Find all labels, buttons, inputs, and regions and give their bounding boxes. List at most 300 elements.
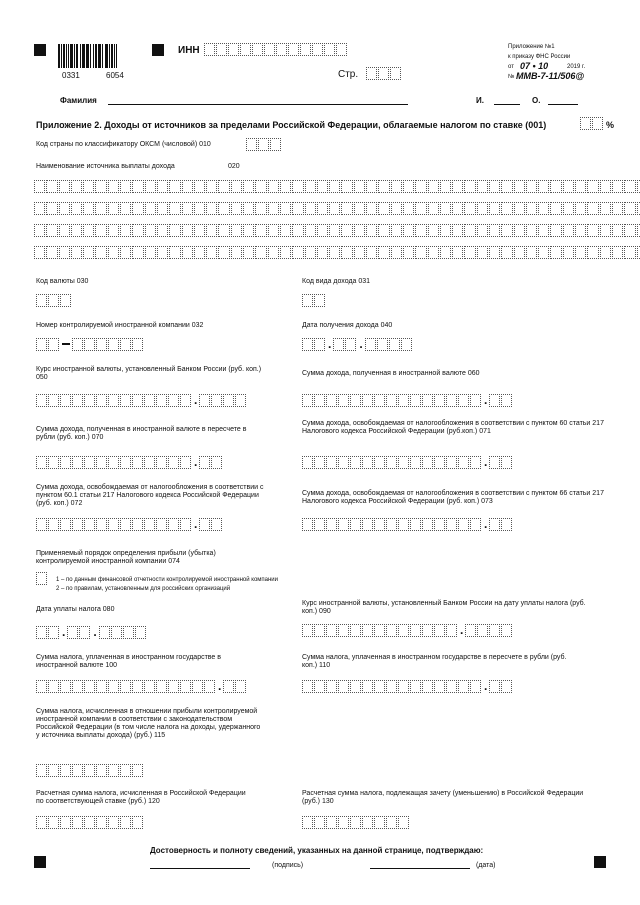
input-cell[interactable]: [624, 180, 635, 193]
input-cell[interactable]: [410, 456, 421, 469]
input-cell[interactable]: [302, 456, 313, 469]
input-cell[interactable]: [600, 224, 611, 237]
input-cell[interactable]: [60, 456, 71, 469]
input-cell[interactable]: [48, 680, 59, 693]
input-cell[interactable]: [575, 224, 586, 237]
input-cell[interactable]: [206, 246, 217, 259]
input-cell[interactable]: [378, 202, 389, 215]
input-cell[interactable]: [410, 680, 421, 693]
input-cell[interactable]: [96, 764, 107, 777]
input-cell[interactable]: [243, 180, 254, 193]
input-cell[interactable]: [84, 518, 95, 531]
input-cell[interactable]: [34, 246, 45, 259]
input-cell[interactable]: [123, 626, 134, 639]
input-cell[interactable]: [96, 394, 107, 407]
input-cell[interactable]: [501, 624, 512, 637]
input-cell[interactable]: [354, 180, 365, 193]
input-cell[interactable]: [194, 202, 205, 215]
input-cell[interactable]: [526, 180, 537, 193]
input-cell[interactable]: [374, 394, 385, 407]
input-cell[interactable]: [600, 246, 611, 259]
input-cell[interactable]: [366, 246, 377, 259]
input-cell[interactable]: [111, 626, 122, 639]
input-cell[interactable]: [169, 246, 180, 259]
input-cell[interactable]: [34, 202, 45, 215]
input-cell[interactable]: [377, 338, 388, 351]
input-cell[interactable]: [575, 180, 586, 193]
input-cell[interactable]: [489, 624, 500, 637]
input-cell[interactable]: [489, 394, 500, 407]
input-cell[interactable]: [231, 246, 242, 259]
input-cell[interactable]: [156, 456, 167, 469]
input-cell[interactable]: [428, 202, 439, 215]
input-cell[interactable]: [36, 518, 47, 531]
input-cell[interactable]: [458, 394, 469, 407]
input-cell[interactable]: [428, 246, 439, 259]
input-cell[interactable]: [120, 456, 131, 469]
input-cell[interactable]: [422, 394, 433, 407]
field-050-cells[interactable]: [36, 394, 247, 407]
input-cell[interactable]: [391, 202, 402, 215]
input-cell[interactable]: [464, 224, 475, 237]
input-cell[interactable]: [341, 224, 352, 237]
input-cell[interactable]: [211, 394, 222, 407]
input-cell[interactable]: [36, 626, 47, 639]
input-cell[interactable]: [501, 394, 512, 407]
input-cell[interactable]: [108, 202, 119, 215]
input-cell[interactable]: [403, 246, 414, 259]
input-cell[interactable]: [501, 456, 512, 469]
input-cell[interactable]: [470, 518, 481, 531]
input-cell[interactable]: [235, 394, 246, 407]
input-cell[interactable]: [329, 202, 340, 215]
input-cell[interactable]: [489, 456, 500, 469]
input-cell[interactable]: [624, 224, 635, 237]
input-cell[interactable]: [386, 680, 397, 693]
input-cell[interactable]: [36, 294, 47, 307]
input-cell[interactable]: [317, 180, 328, 193]
input-cell[interactable]: [231, 224, 242, 237]
field-080-cells[interactable]: [36, 626, 147, 639]
field-073-cells[interactable]: [302, 518, 513, 531]
input-cell[interactable]: [34, 180, 45, 193]
input-cell[interactable]: [72, 816, 83, 829]
input-cell[interactable]: [270, 138, 281, 151]
input-cell[interactable]: [192, 680, 203, 693]
input-cell[interactable]: [624, 202, 635, 215]
input-cell[interactable]: [60, 816, 71, 829]
input-cell[interactable]: [366, 67, 377, 80]
input-cell[interactable]: [317, 224, 328, 237]
input-cell[interactable]: [72, 518, 83, 531]
input-cell[interactable]: [255, 224, 266, 237]
input-cell[interactable]: [132, 764, 143, 777]
input-cell[interactable]: [489, 518, 500, 531]
input-cell[interactable]: [440, 224, 451, 237]
input-cell[interactable]: [612, 246, 623, 259]
input-cell[interactable]: [398, 816, 409, 829]
input-cell[interactable]: [206, 202, 217, 215]
input-cell[interactable]: [84, 394, 95, 407]
input-cell[interactable]: [84, 816, 95, 829]
input-cell[interactable]: [434, 518, 445, 531]
input-cell[interactable]: [48, 764, 59, 777]
input-cell[interactable]: [415, 202, 426, 215]
input-cell[interactable]: [440, 180, 451, 193]
input-cell[interactable]: [243, 202, 254, 215]
input-cell[interactable]: [350, 816, 361, 829]
input-cell[interactable]: [350, 624, 361, 637]
input-cell[interactable]: [305, 202, 316, 215]
input-cell[interactable]: [145, 246, 156, 259]
input-cell[interactable]: [168, 456, 179, 469]
input-cell[interactable]: [182, 180, 193, 193]
input-cell[interactable]: [354, 224, 365, 237]
input-cell[interactable]: [592, 117, 603, 130]
input-cell[interactable]: [211, 518, 222, 531]
input-cell[interactable]: [302, 680, 313, 693]
input-cell[interactable]: [338, 680, 349, 693]
input-cell[interactable]: [292, 224, 303, 237]
input-cell[interactable]: [314, 338, 325, 351]
input-cell[interactable]: [398, 624, 409, 637]
input-cell[interactable]: [501, 180, 512, 193]
input-cell[interactable]: [132, 518, 143, 531]
input-cell[interactable]: [452, 180, 463, 193]
input-cell[interactable]: [446, 456, 457, 469]
input-cell[interactable]: [120, 764, 131, 777]
input-cell[interactable]: [317, 202, 328, 215]
input-cell[interactable]: [563, 202, 574, 215]
input-cell[interactable]: [440, 202, 451, 215]
input-cell[interactable]: [211, 456, 222, 469]
input-cell[interactable]: [362, 518, 373, 531]
input-cell[interactable]: [550, 224, 561, 237]
input-cell[interactable]: [587, 180, 598, 193]
initial-o-line[interactable]: [548, 104, 578, 105]
input-cell[interactable]: [71, 224, 82, 237]
input-cell[interactable]: [157, 202, 168, 215]
input-cell[interactable]: [538, 202, 549, 215]
input-cell[interactable]: [280, 224, 291, 237]
input-cell[interactable]: [464, 202, 475, 215]
input-cell[interactable]: [223, 394, 234, 407]
input-cell[interactable]: [338, 624, 349, 637]
input-cell[interactable]: [362, 456, 373, 469]
input-cell[interactable]: [218, 180, 229, 193]
input-cell[interactable]: [341, 202, 352, 215]
input-cell[interactable]: [243, 246, 254, 259]
input-cell[interactable]: [79, 626, 90, 639]
input-cell[interactable]: [314, 456, 325, 469]
rate-cells[interactable]: [580, 117, 604, 130]
input-cell[interactable]: [36, 394, 47, 407]
input-cell[interactable]: [199, 456, 210, 469]
input-cell[interactable]: [489, 180, 500, 193]
input-cell[interactable]: [246, 138, 257, 151]
input-cell[interactable]: [268, 224, 279, 237]
input-cell[interactable]: [338, 456, 349, 469]
input-cell[interactable]: [362, 394, 373, 407]
input-cell[interactable]: [464, 180, 475, 193]
input-cell[interactable]: [440, 246, 451, 259]
input-cell[interactable]: [470, 456, 481, 469]
input-cell[interactable]: [156, 518, 167, 531]
input-cell[interactable]: [434, 624, 445, 637]
input-cell[interactable]: [366, 224, 377, 237]
input-cell[interactable]: [46, 202, 57, 215]
input-cell[interactable]: [501, 246, 512, 259]
input-cell[interactable]: [302, 816, 313, 829]
input-cell[interactable]: [378, 246, 389, 259]
input-cell[interactable]: [390, 67, 401, 80]
input-cell[interactable]: [563, 180, 574, 193]
input-cell[interactable]: [280, 246, 291, 259]
input-cell[interactable]: [96, 680, 107, 693]
input-cell[interactable]: [514, 180, 525, 193]
input-cell[interactable]: [194, 180, 205, 193]
input-cell[interactable]: [59, 246, 70, 259]
input-cell[interactable]: [60, 680, 71, 693]
input-cell[interactable]: [34, 224, 45, 237]
input-cell[interactable]: [612, 224, 623, 237]
input-cell[interactable]: [410, 624, 421, 637]
field-020-row4[interactable]: [34, 246, 640, 259]
input-cell[interactable]: [180, 456, 191, 469]
input-cell[interactable]: [132, 224, 143, 237]
input-cell[interactable]: [350, 456, 361, 469]
input-cell[interactable]: [386, 816, 397, 829]
input-cell[interactable]: [132, 180, 143, 193]
input-cell[interactable]: [489, 246, 500, 259]
field-120-cells[interactable]: [36, 816, 144, 829]
input-cell[interactable]: [329, 180, 340, 193]
input-cell[interactable]: [96, 518, 107, 531]
input-cell[interactable]: [362, 680, 373, 693]
input-cell[interactable]: [354, 202, 365, 215]
field-070-cells[interactable]: [36, 456, 223, 469]
input-cell[interactable]: [550, 180, 561, 193]
input-cell[interactable]: [434, 394, 445, 407]
input-cell[interactable]: [60, 394, 71, 407]
input-cell[interactable]: [132, 338, 143, 351]
input-cell[interactable]: [336, 43, 347, 56]
input-cell[interactable]: [292, 202, 303, 215]
input-cell[interactable]: [354, 246, 365, 259]
input-cell[interactable]: [428, 180, 439, 193]
input-cell[interactable]: [268, 180, 279, 193]
input-cell[interactable]: [489, 680, 500, 693]
input-cell[interactable]: [398, 394, 409, 407]
input-cell[interactable]: [180, 518, 191, 531]
input-cell[interactable]: [458, 680, 469, 693]
input-cell[interactable]: [132, 202, 143, 215]
input-cell[interactable]: [452, 246, 463, 259]
input-cell[interactable]: [391, 180, 402, 193]
input-cell[interactable]: [48, 294, 59, 307]
input-cell[interactable]: [268, 246, 279, 259]
input-cell[interactable]: [415, 180, 426, 193]
field-115-cells[interactable]: [36, 764, 144, 777]
input-cell[interactable]: [317, 246, 328, 259]
input-cell[interactable]: [386, 456, 397, 469]
input-cell[interactable]: [145, 202, 156, 215]
input-cell[interactable]: [46, 224, 57, 237]
input-cell[interactable]: [403, 224, 414, 237]
input-cell[interactable]: [206, 180, 217, 193]
input-cell[interactable]: [84, 338, 95, 351]
input-cell[interactable]: [67, 626, 78, 639]
input-cell[interactable]: [446, 680, 457, 693]
input-cell[interactable]: [338, 518, 349, 531]
input-cell[interactable]: [268, 202, 279, 215]
input-cell[interactable]: [144, 456, 155, 469]
input-cell[interactable]: [314, 294, 325, 307]
input-cell[interactable]: [132, 394, 143, 407]
input-cell[interactable]: [132, 456, 143, 469]
input-cell[interactable]: [563, 224, 574, 237]
input-cell[interactable]: [386, 518, 397, 531]
input-cell[interactable]: [314, 518, 325, 531]
input-cell[interactable]: [60, 764, 71, 777]
input-cell[interactable]: [550, 202, 561, 215]
input-cell[interactable]: [216, 43, 227, 56]
input-cell[interactable]: [403, 202, 414, 215]
input-cell[interactable]: [477, 246, 488, 259]
input-cell[interactable]: [206, 224, 217, 237]
input-cell[interactable]: [312, 43, 323, 56]
input-cell[interactable]: [108, 246, 119, 259]
input-cell[interactable]: [108, 394, 119, 407]
input-cell[interactable]: [422, 624, 433, 637]
input-cell[interactable]: [48, 626, 59, 639]
input-cell[interactable]: [465, 624, 476, 637]
inn-cells[interactable]: [204, 43, 348, 56]
input-cell[interactable]: [199, 518, 210, 531]
input-cell[interactable]: [157, 246, 168, 259]
input-cell[interactable]: [600, 180, 611, 193]
input-cell[interactable]: [324, 43, 335, 56]
input-cell[interactable]: [326, 680, 337, 693]
input-cell[interactable]: [108, 680, 119, 693]
field-020-row1[interactable]: [34, 180, 640, 193]
input-cell[interactable]: [280, 180, 291, 193]
input-cell[interactable]: [580, 117, 591, 130]
input-cell[interactable]: [83, 224, 94, 237]
input-cell[interactable]: [36, 456, 47, 469]
input-cell[interactable]: [218, 224, 229, 237]
input-cell[interactable]: [182, 202, 193, 215]
input-cell[interactable]: [575, 202, 586, 215]
input-cell[interactable]: [199, 394, 210, 407]
input-cell[interactable]: [180, 680, 191, 693]
input-cell[interactable]: [550, 246, 561, 259]
input-cell[interactable]: [48, 518, 59, 531]
input-cell[interactable]: [36, 338, 47, 351]
input-cell[interactable]: [48, 394, 59, 407]
input-cell[interactable]: [374, 680, 385, 693]
input-cell[interactable]: [305, 246, 316, 259]
input-cell[interactable]: [72, 394, 83, 407]
input-cell[interactable]: [302, 338, 313, 351]
input-cell[interactable]: [366, 202, 377, 215]
input-cell[interactable]: [46, 180, 57, 193]
field-020-row3[interactable]: [34, 224, 640, 237]
input-cell[interactable]: [612, 202, 623, 215]
input-cell[interactable]: [386, 394, 397, 407]
input-cell[interactable]: [389, 338, 400, 351]
input-cell[interactable]: [218, 202, 229, 215]
input-cell[interactable]: [398, 680, 409, 693]
input-cell[interactable]: [83, 180, 94, 193]
input-cell[interactable]: [501, 518, 512, 531]
input-cell[interactable]: [514, 202, 525, 215]
input-cell[interactable]: [378, 67, 389, 80]
input-cell[interactable]: [120, 202, 131, 215]
signature-line[interactable]: [150, 868, 250, 869]
input-cell[interactable]: [326, 624, 337, 637]
input-cell[interactable]: [59, 202, 70, 215]
input-cell[interactable]: [46, 246, 57, 259]
input-cell[interactable]: [36, 764, 47, 777]
input-cell[interactable]: [280, 202, 291, 215]
input-cell[interactable]: [71, 202, 82, 215]
input-cell[interactable]: [538, 180, 549, 193]
input-cell[interactable]: [378, 180, 389, 193]
input-cell[interactable]: [84, 680, 95, 693]
input-cell[interactable]: [302, 294, 313, 307]
input-cell[interactable]: [489, 202, 500, 215]
input-cell[interactable]: [108, 764, 119, 777]
input-cell[interactable]: [84, 764, 95, 777]
input-cell[interactable]: [434, 680, 445, 693]
input-cell[interactable]: [156, 394, 167, 407]
input-cell[interactable]: [470, 394, 481, 407]
input-cell[interactable]: [72, 680, 83, 693]
input-cell[interactable]: [305, 224, 316, 237]
input-cell[interactable]: [120, 180, 131, 193]
input-cell[interactable]: [333, 338, 344, 351]
input-cell[interactable]: [95, 246, 106, 259]
input-cell[interactable]: [292, 246, 303, 259]
input-cell[interactable]: [452, 202, 463, 215]
input-cell[interactable]: [120, 518, 131, 531]
input-cell[interactable]: [398, 456, 409, 469]
input-cell[interactable]: [168, 680, 179, 693]
input-cell[interactable]: [132, 816, 143, 829]
input-cell[interactable]: [345, 338, 356, 351]
input-cell[interactable]: [415, 224, 426, 237]
input-cell[interactable]: [446, 518, 457, 531]
input-cell[interactable]: [464, 246, 475, 259]
input-cell[interactable]: [71, 180, 82, 193]
input-cell[interactable]: [144, 394, 155, 407]
input-cell[interactable]: [120, 394, 131, 407]
input-cell[interactable]: [48, 338, 59, 351]
field-130-cells[interactable]: [302, 816, 410, 829]
input-cell[interactable]: [231, 180, 242, 193]
input-cell[interactable]: [422, 680, 433, 693]
input-cell[interactable]: [374, 456, 385, 469]
input-cell[interactable]: [59, 224, 70, 237]
field-020-row2[interactable]: [34, 202, 640, 215]
input-cell[interactable]: [637, 180, 640, 193]
input-cell[interactable]: [36, 680, 47, 693]
input-cell[interactable]: [326, 816, 337, 829]
input-cell[interactable]: [108, 518, 119, 531]
input-cell[interactable]: [410, 518, 421, 531]
input-cell[interactable]: [365, 338, 376, 351]
